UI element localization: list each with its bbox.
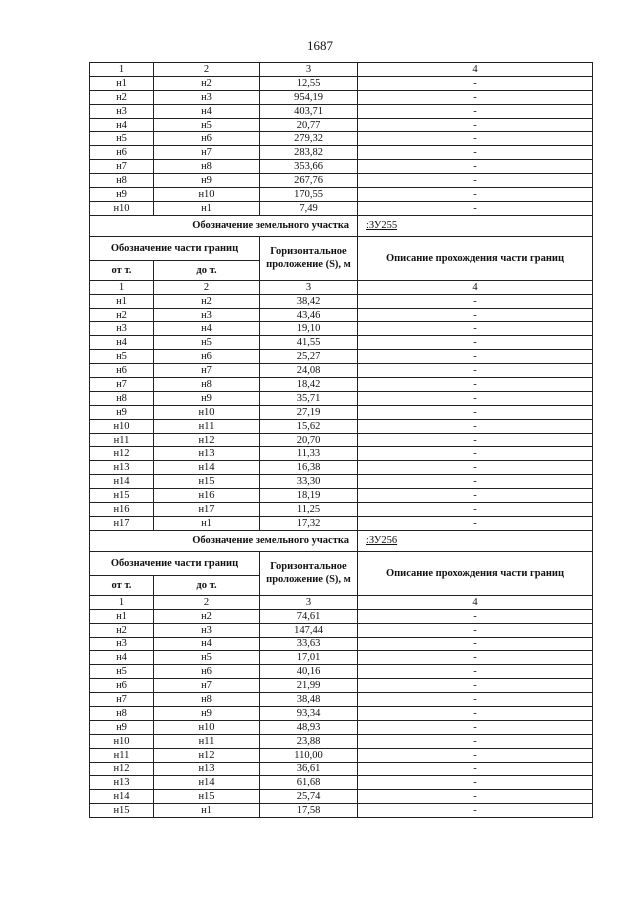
distance-value: 61,68	[260, 776, 358, 790]
table-row	[90, 706, 593, 720]
description-value: -	[358, 76, 593, 90]
to-point: н15	[154, 475, 260, 489]
table-row	[90, 461, 593, 475]
distance-value: 279,32	[260, 132, 358, 146]
from-point: н16	[90, 503, 154, 517]
table-row	[90, 308, 593, 322]
to-point: н3	[154, 623, 260, 637]
description-value: -	[358, 762, 593, 776]
column-number-row	[90, 63, 593, 77]
table-row	[90, 790, 593, 804]
to-point: н8	[154, 693, 260, 707]
to-point: н9	[154, 174, 260, 188]
from-point: н1	[90, 609, 154, 623]
distance-value: 16,38	[260, 461, 358, 475]
distance-value: 20,70	[260, 433, 358, 447]
table-row	[90, 336, 593, 350]
to-point: н2	[154, 294, 260, 308]
to-point: н11	[154, 419, 260, 433]
distance-value: 110,00	[260, 748, 358, 762]
to-point: н7	[154, 364, 260, 378]
distance-value: 19,10	[260, 322, 358, 336]
table-row	[90, 90, 593, 104]
distance-value: 11,33	[260, 447, 358, 461]
description-header: Описание прохождения части границ	[358, 236, 593, 280]
distance-value: 27,19	[260, 405, 358, 419]
table-row	[90, 378, 593, 392]
description-value: -	[358, 350, 593, 364]
distance-value: 38,42	[260, 294, 358, 308]
to-point: н6	[154, 350, 260, 364]
from-point: н10	[90, 419, 154, 433]
distance-value: 35,71	[260, 391, 358, 405]
from-point: н3	[90, 637, 154, 651]
to-point: н12	[154, 433, 260, 447]
to-point: н15	[154, 790, 260, 804]
distance-value: 48,93	[260, 720, 358, 734]
to-point: н5	[154, 118, 260, 132]
description-value: -	[358, 804, 593, 818]
table-row	[90, 762, 593, 776]
table-row	[90, 294, 593, 308]
from-point: н2	[90, 308, 154, 322]
to-header: до т.	[154, 260, 260, 280]
description-value: -	[358, 489, 593, 503]
distance-value: 36,61	[260, 762, 358, 776]
to-point: н2	[154, 76, 260, 90]
distance-value: 170,55	[260, 188, 358, 202]
from-point: н11	[90, 748, 154, 762]
from-point: н4	[90, 336, 154, 350]
table-row	[90, 188, 593, 202]
distance-value: 43,46	[260, 308, 358, 322]
column-number-row	[90, 595, 593, 609]
column-header-row	[90, 551, 593, 575]
from-point: н6	[90, 364, 154, 378]
description-value: -	[358, 516, 593, 530]
distance-value: 20,77	[260, 118, 358, 132]
to-point: н3	[154, 90, 260, 104]
from-point: н12	[90, 447, 154, 461]
distance-value: 353,66	[260, 160, 358, 174]
description-value: -	[358, 609, 593, 623]
table-row	[90, 174, 593, 188]
to-point: н13	[154, 762, 260, 776]
to-point: н1	[154, 516, 260, 530]
to-point: н10	[154, 188, 260, 202]
distance-value: 33,30	[260, 475, 358, 489]
to-point: н11	[154, 734, 260, 748]
distance-value: 7,49	[260, 201, 358, 215]
distance-value: 17,01	[260, 651, 358, 665]
distance-value: 12,55	[260, 76, 358, 90]
description-value: -	[358, 706, 593, 720]
distance-value: 18,19	[260, 489, 358, 503]
to-point: н14	[154, 776, 260, 790]
description-value: -	[358, 475, 593, 489]
table-row	[90, 405, 593, 419]
table-row	[90, 201, 593, 215]
table-row	[90, 160, 593, 174]
column-number-row	[90, 280, 593, 294]
from-point: н8	[90, 174, 154, 188]
from-point: н1	[90, 76, 154, 90]
table-row	[90, 665, 593, 679]
column-number: 4	[358, 63, 593, 77]
from-point: н15	[90, 489, 154, 503]
from-point: н11	[90, 433, 154, 447]
table-row	[90, 322, 593, 336]
boundary-table	[89, 62, 593, 818]
distance-value: 11,25	[260, 503, 358, 517]
description-value: -	[358, 104, 593, 118]
description-value: -	[358, 118, 593, 132]
table-row	[90, 637, 593, 651]
to-point: н4	[154, 637, 260, 651]
from-point: н13	[90, 776, 154, 790]
table-row	[90, 503, 593, 517]
from-point: н8	[90, 391, 154, 405]
description-value: -	[358, 132, 593, 146]
description-value: -	[358, 734, 593, 748]
from-header: от т.	[90, 260, 154, 280]
from-point: н6	[90, 679, 154, 693]
to-point: н1	[154, 804, 260, 818]
table-row	[90, 693, 593, 707]
to-point: н3	[154, 308, 260, 322]
distance-value: 18,42	[260, 378, 358, 392]
distance-value: 954,19	[260, 90, 358, 104]
description-value: -	[358, 720, 593, 734]
table-row	[90, 734, 593, 748]
from-point: н2	[90, 623, 154, 637]
parcel-id: :ЗУ255	[366, 220, 398, 232]
table-row	[90, 433, 593, 447]
from-point: н6	[90, 146, 154, 160]
description-value: -	[358, 391, 593, 405]
from-point: н15	[90, 804, 154, 818]
description-value: -	[358, 693, 593, 707]
from-point: н3	[90, 322, 154, 336]
from-point: н1	[90, 294, 154, 308]
table-row	[90, 350, 593, 364]
description-value: -	[358, 623, 593, 637]
column-header-row	[90, 236, 593, 260]
from-point: н14	[90, 475, 154, 489]
from-point: н7	[90, 160, 154, 174]
from-point: н4	[90, 118, 154, 132]
distance-value: 147,44	[260, 623, 358, 637]
parcel-header-row	[90, 215, 593, 236]
table-row	[90, 419, 593, 433]
description-value: -	[358, 322, 593, 336]
part-header: Обозначение части границ	[90, 551, 260, 575]
distance-value: 74,61	[260, 609, 358, 623]
description-value: -	[358, 378, 593, 392]
description-value: -	[358, 748, 593, 762]
distance-value: 25,27	[260, 350, 358, 364]
to-point: н13	[154, 447, 260, 461]
table-row	[90, 132, 593, 146]
description-value: -	[358, 503, 593, 517]
column-number: 2	[154, 595, 260, 609]
distance-value: 21,99	[260, 679, 358, 693]
description-value: -	[358, 651, 593, 665]
to-point: н2	[154, 609, 260, 623]
description-value: -	[358, 679, 593, 693]
from-header: от т.	[90, 575, 154, 595]
description-value: -	[358, 174, 593, 188]
description-value: -	[358, 146, 593, 160]
description-value: -	[358, 188, 593, 202]
distance-header: Горизонтальное проложение (S), м	[260, 236, 358, 280]
description-value: -	[358, 790, 593, 804]
distance-value: 403,71	[260, 104, 358, 118]
page-number: 1687	[307, 38, 333, 53]
description-value: -	[358, 160, 593, 174]
distance-value: 283,82	[260, 146, 358, 160]
parcel-label: Обозначение земельного участка	[90, 215, 358, 236]
distance-value: 25,74	[260, 790, 358, 804]
distance-value: 23,88	[260, 734, 358, 748]
parcel-id-cell	[358, 530, 593, 551]
from-point: н2	[90, 90, 154, 104]
description-value: -	[358, 447, 593, 461]
from-point: н13	[90, 461, 154, 475]
description-value: -	[358, 419, 593, 433]
description-value: -	[358, 637, 593, 651]
from-point: н7	[90, 693, 154, 707]
from-point: н8	[90, 706, 154, 720]
column-number: 2	[154, 280, 260, 294]
to-point: н12	[154, 748, 260, 762]
distance-value: 93,34	[260, 706, 358, 720]
to-point: н8	[154, 160, 260, 174]
to-point: н7	[154, 679, 260, 693]
to-point: н6	[154, 665, 260, 679]
from-point: н5	[90, 350, 154, 364]
table-row	[90, 679, 593, 693]
to-point: н5	[154, 336, 260, 350]
distance-value: 40,16	[260, 665, 358, 679]
to-point: н10	[154, 720, 260, 734]
to-point: н8	[154, 378, 260, 392]
to-point: н17	[154, 503, 260, 517]
distance-value: 267,76	[260, 174, 358, 188]
from-point: н10	[90, 734, 154, 748]
column-number: 3	[260, 63, 358, 77]
table-row	[90, 489, 593, 503]
table-row	[90, 104, 593, 118]
table-row	[90, 76, 593, 90]
parcel-id-cell	[358, 215, 593, 236]
distance-value: 33,63	[260, 637, 358, 651]
distance-header: Горизонтальное проложение (S), м	[260, 551, 358, 595]
description-value: -	[358, 336, 593, 350]
table-row	[90, 651, 593, 665]
from-point: н9	[90, 720, 154, 734]
description-value: -	[358, 308, 593, 322]
from-point: н5	[90, 665, 154, 679]
column-number: 1	[90, 595, 154, 609]
distance-value: 41,55	[260, 336, 358, 350]
to-point: н7	[154, 146, 260, 160]
from-point: н10	[90, 201, 154, 215]
table-row	[90, 609, 593, 623]
to-point: н4	[154, 322, 260, 336]
to-point: н9	[154, 706, 260, 720]
from-point: н12	[90, 762, 154, 776]
description-value: -	[358, 433, 593, 447]
description-value: -	[358, 776, 593, 790]
table-row	[90, 623, 593, 637]
to-point: н10	[154, 405, 260, 419]
table-row	[90, 776, 593, 790]
column-number: 4	[358, 280, 593, 294]
description-value: -	[358, 405, 593, 419]
to-point: н4	[154, 104, 260, 118]
distance-value: 24,08	[260, 364, 358, 378]
column-number: 3	[260, 280, 358, 294]
distance-value: 15,62	[260, 419, 358, 433]
column-number: 4	[358, 595, 593, 609]
table-row	[90, 720, 593, 734]
from-point: н3	[90, 104, 154, 118]
from-point: н9	[90, 188, 154, 202]
table-row	[90, 447, 593, 461]
table-row	[90, 391, 593, 405]
part-header: Обозначение части границ	[90, 236, 260, 260]
table-row	[90, 475, 593, 489]
parcel-header-row	[90, 530, 593, 551]
column-number: 1	[90, 63, 154, 77]
distance-value: 38,48	[260, 693, 358, 707]
to-header: до т.	[154, 575, 260, 595]
description-header: Описание прохождения части границ	[358, 551, 593, 595]
to-point: н9	[154, 391, 260, 405]
column-number: 1	[90, 280, 154, 294]
column-number: 3	[260, 595, 358, 609]
description-value: -	[358, 294, 593, 308]
to-point: н14	[154, 461, 260, 475]
from-point: н4	[90, 651, 154, 665]
parcel-id: :ЗУ256	[366, 535, 398, 547]
from-point: н14	[90, 790, 154, 804]
description-value: -	[358, 461, 593, 475]
to-point: н5	[154, 651, 260, 665]
from-point: н17	[90, 516, 154, 530]
column-number: 2	[154, 63, 260, 77]
table-row	[90, 146, 593, 160]
to-point: н6	[154, 132, 260, 146]
table-row	[90, 118, 593, 132]
from-point: н9	[90, 405, 154, 419]
table-row	[90, 804, 593, 818]
description-value: -	[358, 364, 593, 378]
distance-value: 17,32	[260, 516, 358, 530]
from-point: н7	[90, 378, 154, 392]
to-point: н1	[154, 201, 260, 215]
description-value: -	[358, 201, 593, 215]
parcel-label: Обозначение земельного участка	[90, 530, 358, 551]
table-row	[90, 748, 593, 762]
from-point: н5	[90, 132, 154, 146]
distance-value: 17,58	[260, 804, 358, 818]
table-row	[90, 516, 593, 530]
table-row	[90, 364, 593, 378]
description-value: -	[358, 665, 593, 679]
to-point: н16	[154, 489, 260, 503]
description-value: -	[358, 90, 593, 104]
